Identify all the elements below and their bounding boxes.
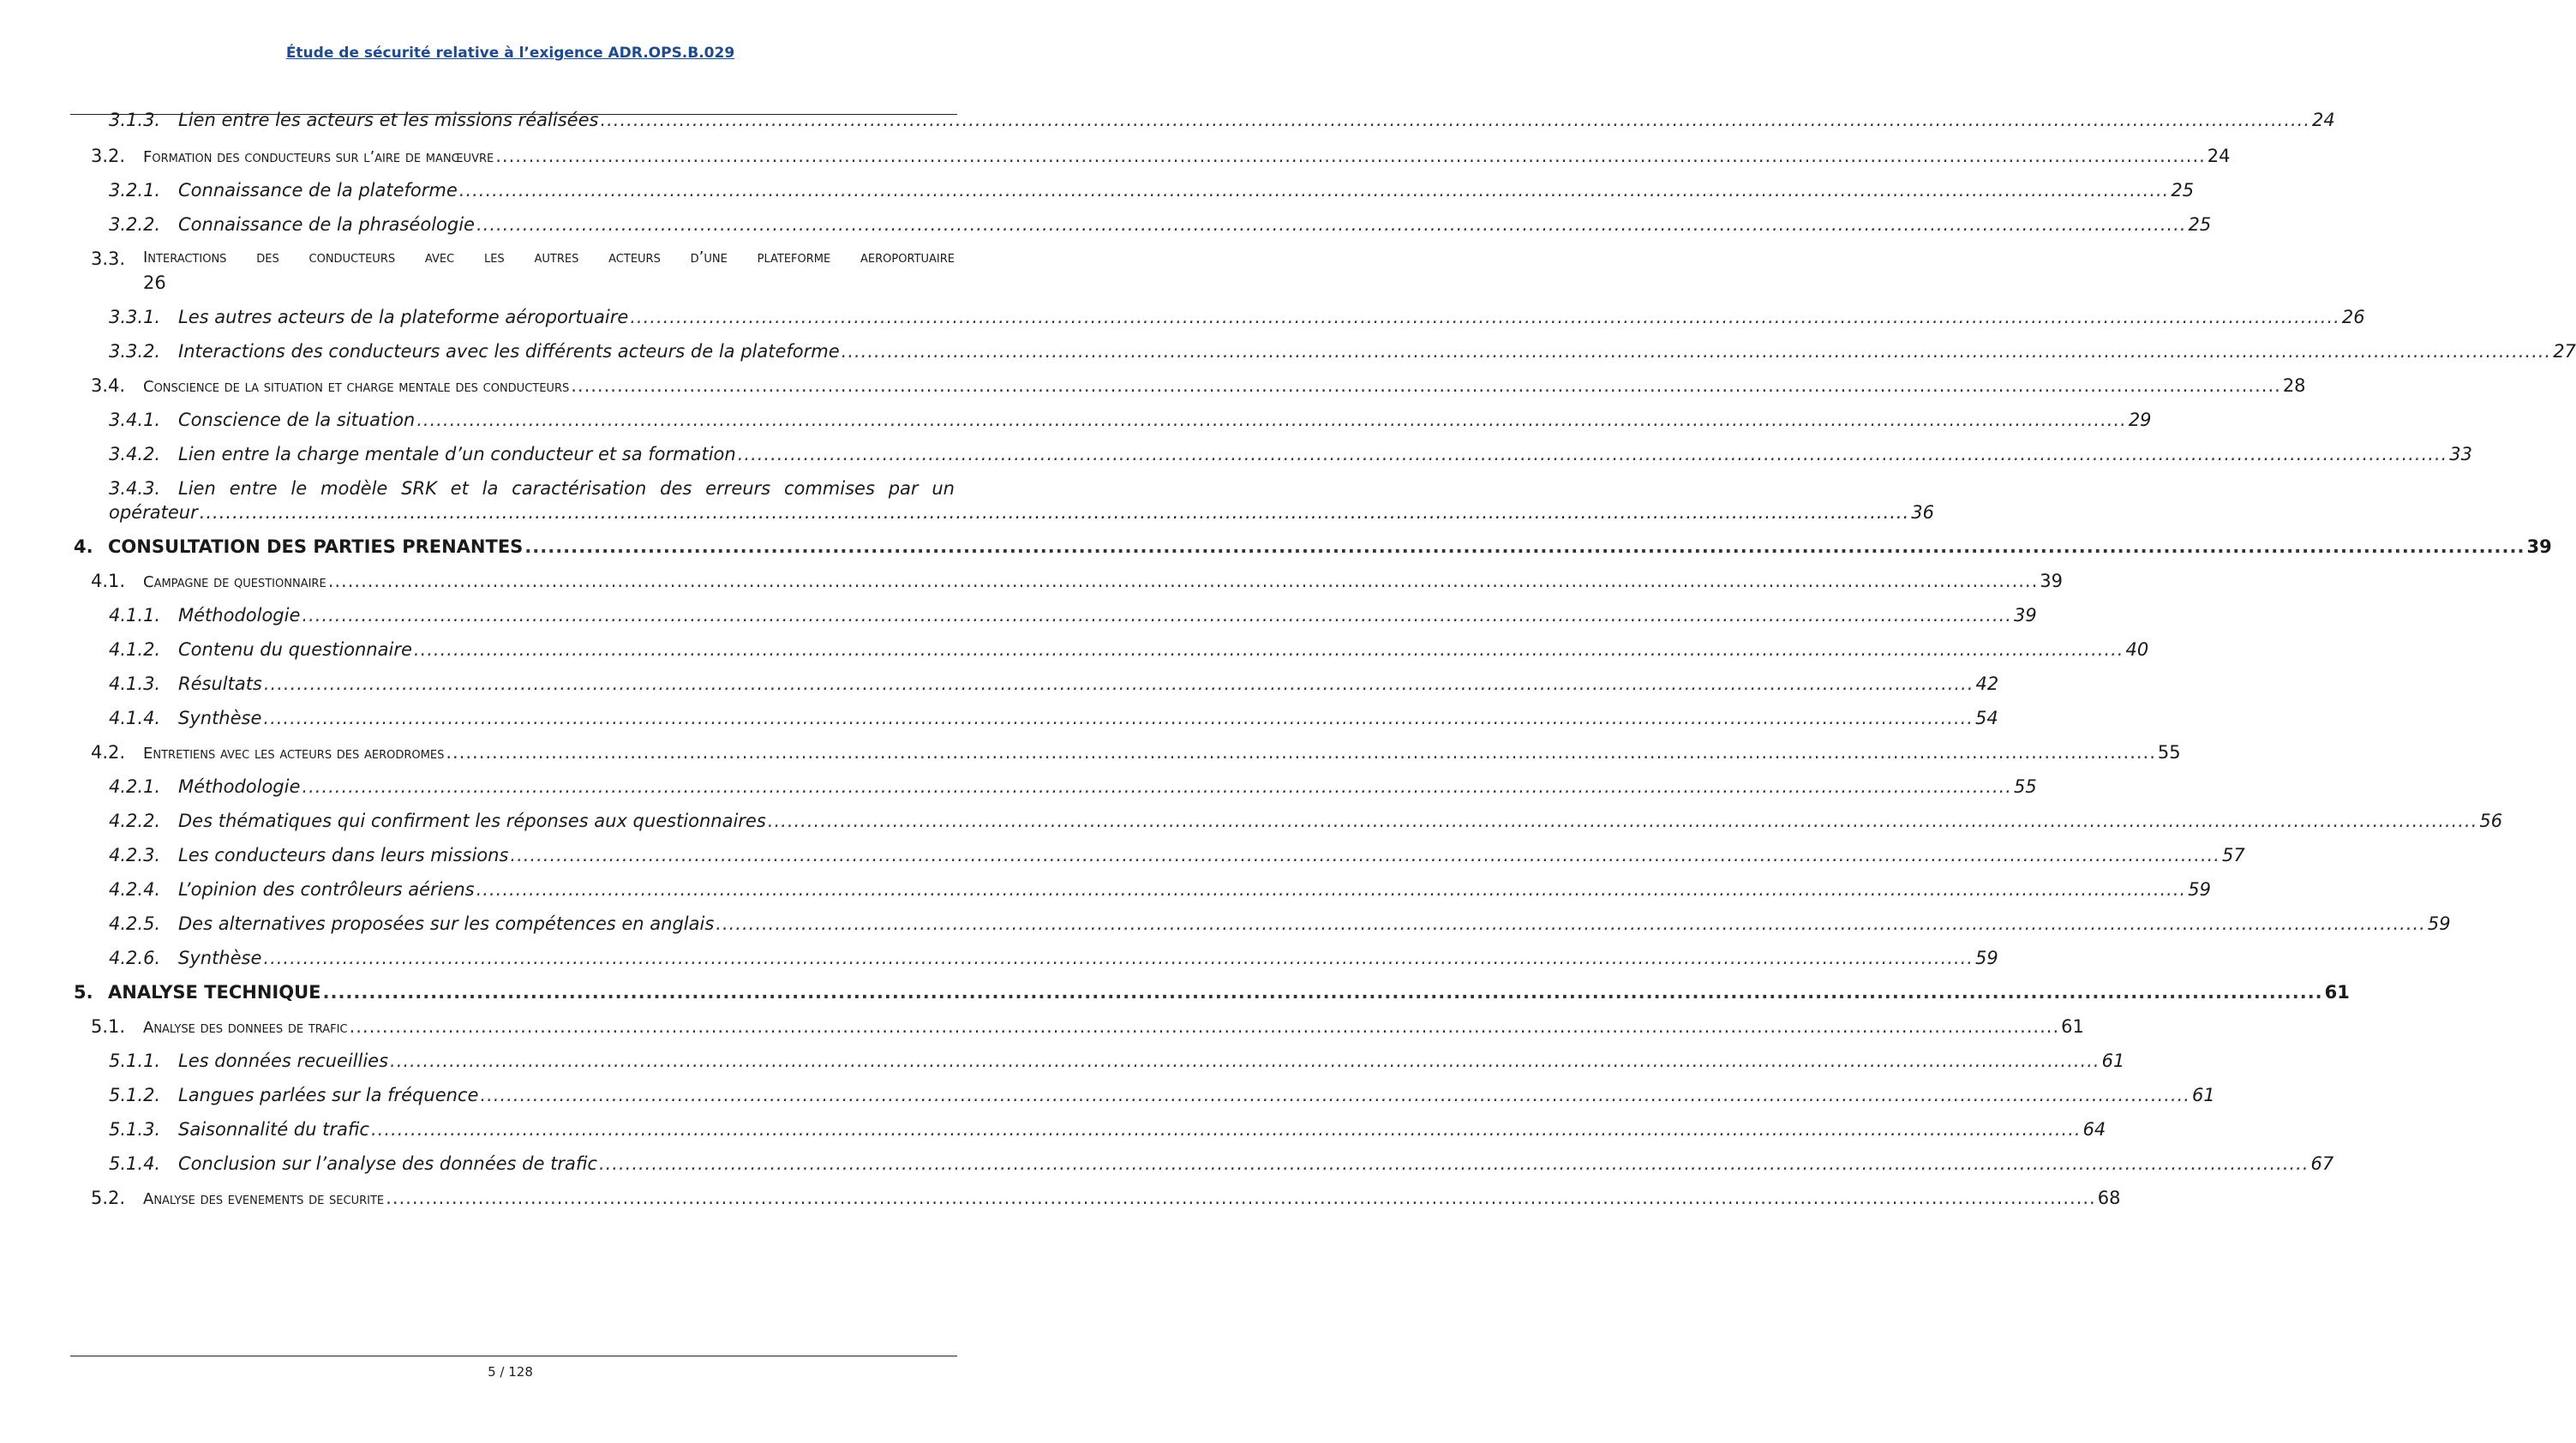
toc-entry-page: 42 bbox=[1975, 674, 1999, 694]
toc-entry-page: 25 bbox=[2188, 214, 2212, 235]
toc-entry-page: 24 bbox=[2207, 146, 2231, 166]
toc-entry-title: Méthodologie bbox=[178, 605, 301, 626]
toc-entry-number: 5.1.2. bbox=[109, 1085, 161, 1105]
toc-entry-page: 61 bbox=[2101, 1051, 2125, 1071]
toc-entry-number: 5. bbox=[74, 982, 93, 1003]
toc-entry-page: 67 bbox=[2310, 1153, 2334, 1174]
toc-entry-title: Analyse des evenements de securite bbox=[143, 1190, 385, 1208]
toc-dot-leader bbox=[350, 1016, 2060, 1037]
toc-entry-page: 27 bbox=[2553, 341, 2576, 362]
toc-entry-number: 5.1.4. bbox=[109, 1153, 161, 1174]
toc-entry-title: Lien entre le modèle SRK et la caractérisation des erreurs commises par un bbox=[178, 478, 955, 499]
toc-dot-leader bbox=[459, 180, 2170, 201]
toc-dot-leader bbox=[414, 639, 2124, 660]
toc-entry-title: Connaissance de la plateforme bbox=[178, 180, 458, 201]
toc-entry-page: 59 bbox=[2427, 913, 2451, 934]
toc-entry-title: L’opinion des contrôleurs aériens bbox=[178, 879, 475, 900]
toc-dot-leader bbox=[630, 307, 2340, 327]
toc-entry[interactable] bbox=[109, 214, 2212, 235]
toc-entry-number: 4.1.4. bbox=[109, 708, 161, 728]
toc-entry[interactable] bbox=[109, 913, 2451, 934]
toc-entry[interactable] bbox=[109, 776, 2037, 797]
toc-entry-page: 33 bbox=[2449, 444, 2473, 464]
toc-entry-title: ANALYSE TECHNIQUE bbox=[108, 982, 321, 1003]
toc-entry-number: 4.1.3. bbox=[109, 674, 161, 694]
toc-entry-number: 4.2.2. bbox=[109, 811, 161, 831]
toc-entry-number: 4.2.5. bbox=[109, 913, 161, 934]
toc-entry-title: Interactions des conducteurs avec les différents acteurs de la plateforme bbox=[178, 341, 840, 362]
toc-entry-number: 3.4.2. bbox=[109, 444, 161, 464]
toc-entry-page: 61 bbox=[2191, 1085, 2215, 1105]
toc-dot-leader bbox=[480, 1085, 2190, 1105]
toc-entry-line bbox=[91, 248, 955, 269]
toc-entry[interactable] bbox=[109, 110, 2335, 130]
toc-entry-title: Connaissance de la phraséologie bbox=[178, 214, 475, 235]
toc-entry-title: Résultats bbox=[178, 674, 262, 694]
toc-entry-number: 4.1. bbox=[91, 571, 126, 591]
toc-entry[interactable] bbox=[109, 1119, 2106, 1140]
toc-entry[interactable] bbox=[74, 982, 2350, 1003]
toc-entry[interactable] bbox=[91, 742, 2181, 763]
toc-entry-number: 3.4. bbox=[91, 375, 126, 396]
toc-entry-title: Des thématiques qui confirment les réponses aux questionnaires bbox=[178, 811, 766, 831]
toc-dot-leader bbox=[510, 845, 2220, 865]
toc-entry-number: 4.1.1. bbox=[109, 605, 161, 626]
toc-dot-leader bbox=[386, 1188, 2096, 1208]
toc-dot-leader bbox=[768, 811, 2478, 831]
toc-entry-title: Conscience de la situation et charge mentale des conducteurs bbox=[143, 378, 570, 396]
toc-entry-line bbox=[109, 478, 955, 499]
toc-entry-page: 24 bbox=[2312, 110, 2335, 130]
toc-entry-page: 26 bbox=[143, 272, 166, 293]
toc-entry-title: Lien entre la charge mentale d’un conducteur et sa formation bbox=[178, 444, 736, 464]
toc-entry[interactable] bbox=[109, 180, 2195, 201]
toc-entry-page: 61 bbox=[2061, 1016, 2084, 1037]
toc-dot-leader bbox=[371, 1119, 2082, 1140]
toc-entry-number: 5.1. bbox=[91, 1016, 126, 1037]
toc-entry-number: 3.3.2. bbox=[109, 341, 161, 362]
toc-entry-page: 56 bbox=[2479, 811, 2503, 831]
toc-entry-number: 5.1.3. bbox=[109, 1119, 161, 1140]
toc-dot-leader bbox=[200, 502, 1910, 523]
toc-entry-title: Contenu du questionnaire bbox=[178, 639, 412, 660]
toc-entry-number: 4.2.6. bbox=[109, 948, 161, 968]
toc-entry[interactable] bbox=[74, 536, 2552, 557]
toc-entry-title: Synthèse bbox=[178, 708, 262, 728]
toc-entry[interactable] bbox=[109, 410, 2152, 430]
toc-entry[interactable] bbox=[109, 341, 2576, 362]
toc-entry-number: 3.2.1. bbox=[109, 180, 161, 201]
toc-entry-title: CONSULTATION DES PARTIES PRENANTES bbox=[108, 536, 524, 557]
toc-entry-title: Méthodologie bbox=[178, 776, 301, 797]
toc-entry-page: 25 bbox=[2171, 180, 2195, 201]
toc-dot-leader bbox=[328, 571, 2039, 591]
toc-entry-page: 59 bbox=[1974, 948, 1998, 968]
toc-entry-number: 5.2. bbox=[91, 1188, 126, 1208]
toc-entry[interactable] bbox=[109, 879, 2211, 900]
toc-dot-leader bbox=[842, 341, 2552, 362]
toc-dot-leader bbox=[322, 982, 2322, 1003]
toc-entry-number: 3.2. bbox=[91, 146, 126, 166]
toc-entry-title: Campagne de questionnaire bbox=[143, 573, 326, 591]
toc-entry-number: 5.1.1. bbox=[109, 1051, 161, 1071]
toc-entry-number: 4. bbox=[74, 536, 93, 557]
toc-entry-number: 3.4.3. bbox=[109, 478, 161, 499]
toc-entry-page: 29 bbox=[2128, 410, 2152, 430]
toc-entry-page: 39 bbox=[2526, 536, 2552, 557]
toc-dot-leader bbox=[476, 879, 2187, 900]
toc-entry[interactable] bbox=[91, 1016, 2084, 1037]
toc-entry[interactable] bbox=[109, 444, 2473, 464]
toc-entry-page: 64 bbox=[2082, 1119, 2106, 1140]
toc-dot-leader bbox=[600, 110, 2310, 130]
toc-entry-number: 4.2.3. bbox=[109, 845, 161, 865]
toc-entry-page: 55 bbox=[2013, 776, 2037, 797]
toc-entry-title: Synthèse bbox=[178, 948, 262, 968]
toc-entry-page: 39 bbox=[2013, 605, 2037, 626]
toc-entry-page: 54 bbox=[1974, 708, 1998, 728]
toc-entry[interactable] bbox=[109, 674, 1999, 694]
toc-dot-leader bbox=[302, 776, 2012, 797]
toc-entry-title: Des alternatives proposées sur les compétences en anglais bbox=[178, 913, 715, 934]
toc-entry-number: 3.2.2. bbox=[109, 214, 161, 235]
toc-entry[interactable] bbox=[91, 146, 2231, 166]
toc-entry-number: 3.3. bbox=[91, 248, 126, 269]
toc-entry-page: 40 bbox=[2125, 639, 2149, 660]
toc-dot-leader bbox=[599, 1153, 2309, 1174]
toc-entry[interactable] bbox=[91, 375, 2306, 396]
toc-entry-number: 4.2. bbox=[91, 742, 126, 763]
toc-dot-leader bbox=[738, 444, 2448, 464]
toc-entry[interactable] bbox=[91, 571, 2063, 591]
toc-entry[interactable] bbox=[109, 605, 2037, 626]
toc-entry-page: 26 bbox=[2341, 307, 2365, 327]
toc-dot-leader bbox=[524, 536, 2525, 557]
toc-dot-leader bbox=[263, 948, 1974, 968]
toc-entry[interactable] bbox=[109, 1051, 2125, 1071]
toc-entry-title: Lien entre les acteurs et les missions réalisées bbox=[178, 110, 599, 130]
page-number: 5 / 128 bbox=[488, 1364, 533, 1380]
toc-dot-leader bbox=[716, 913, 2426, 934]
toc-entry-title: Interactions des conducteurs avec les autres acteurs d’une plateforme aeroportuaire bbox=[143, 248, 955, 266]
toc-entry[interactable] bbox=[91, 1188, 2121, 1208]
toc-entry[interactable] bbox=[109, 845, 2245, 865]
toc-entry-number: 4.2.4. bbox=[109, 879, 161, 900]
toc-entry-title: Les données recueillies bbox=[178, 1051, 389, 1071]
toc-entry-title: Conscience de la situation bbox=[178, 410, 416, 430]
toc-entry-title: Les conducteurs dans leurs missions bbox=[178, 845, 509, 865]
toc-dot-leader bbox=[264, 674, 1974, 694]
toc-dot-leader bbox=[416, 410, 2127, 430]
toc-entry-page: 39 bbox=[2040, 571, 2063, 591]
toc-dot-leader bbox=[476, 214, 2187, 235]
toc-dot-leader bbox=[390, 1051, 2100, 1071]
toc-entry-title: Saisonnalité du trafic bbox=[178, 1119, 369, 1140]
toc-entry-page: 57 bbox=[2221, 845, 2245, 865]
toc-entry-page: 59 bbox=[2188, 879, 2211, 900]
toc-entry-number: 3.3.1. bbox=[109, 307, 161, 327]
toc-dot-leader bbox=[446, 742, 2156, 763]
toc-entry[interactable] bbox=[109, 948, 1998, 968]
toc-entry-number: 3.1.3. bbox=[109, 110, 161, 130]
toc-entry-title: Conclusion sur l’analyse des données de trafic bbox=[178, 1153, 597, 1174]
toc-entry[interactable] bbox=[109, 811, 2503, 831]
toc-dot-leader bbox=[571, 375, 2281, 396]
toc-entry-title: Analyse des donnees de trafic bbox=[143, 1019, 348, 1037]
toc-entry-title: Entretiens avec les acteurs des aerodromes bbox=[143, 745, 445, 763]
toc-dot-leader bbox=[302, 605, 2012, 626]
toc-dot-leader bbox=[495, 146, 2206, 166]
toc-entry-page: 28 bbox=[2282, 375, 2306, 396]
toc-entry[interactable] bbox=[91, 248, 955, 293]
toc-entry-title: Formation des conducteurs sur l’aire de manœuvre bbox=[143, 148, 494, 166]
toc-entry-title: Langues parlées sur la fréquence bbox=[178, 1085, 479, 1105]
toc-entry-line bbox=[109, 502, 1935, 523]
toc-entry-number: 4.2.1. bbox=[109, 776, 161, 797]
toc-entry[interactable] bbox=[109, 478, 1935, 523]
toc-entry-page: 68 bbox=[2097, 1188, 2121, 1208]
toc-dot-leader bbox=[263, 708, 1974, 728]
toc-entry-title-continuation: opérateur bbox=[109, 502, 198, 523]
toc-entry[interactable] bbox=[109, 307, 2365, 327]
toc-entry-number: 3.4.1. bbox=[109, 410, 161, 430]
toc-entry-page: 61 bbox=[2324, 982, 2350, 1003]
toc-entry-title: Les autres acteurs de la plateforme aéroportuaire bbox=[178, 307, 629, 327]
toc-entry-page: 36 bbox=[1911, 502, 1935, 523]
toc-entry[interactable] bbox=[109, 708, 1998, 728]
toc-entry[interactable] bbox=[109, 1085, 2215, 1105]
toc-entry-number: 4.1.2. bbox=[109, 639, 161, 660]
document-header-title: Étude de sécurité relative à l’exigence ADR.OPS.B.029 bbox=[285, 45, 735, 62]
toc-entry-page: 55 bbox=[2157, 742, 2181, 763]
toc-entry[interactable] bbox=[109, 639, 2149, 660]
toc-entry[interactable] bbox=[109, 1153, 2334, 1174]
